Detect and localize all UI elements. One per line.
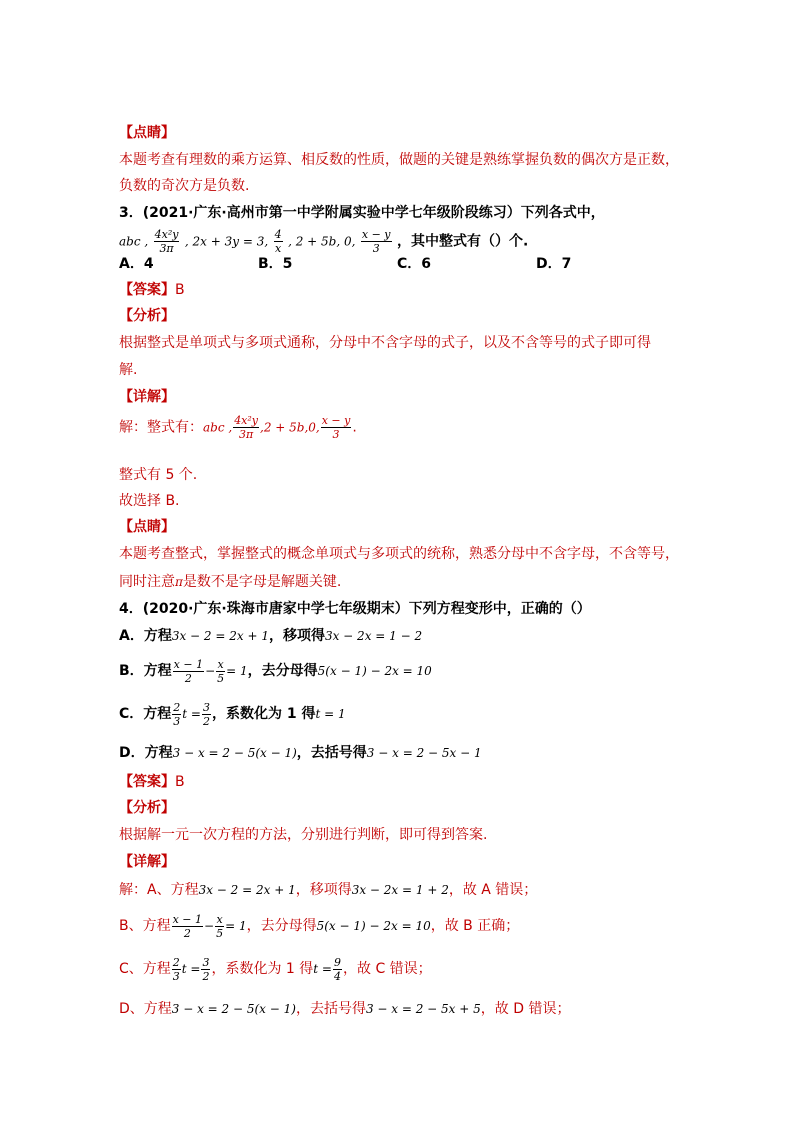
q3-review-2: 同时注意π是数不是字母是解题关键. <box>119 574 342 590</box>
q4-analysis: 根据解一元一次方程的方法，分别进行判断，即可得到答案. <box>119 827 488 843</box>
q3-expr-mid: , 2x + 3y = 3, <box>184 234 269 249</box>
q4-analysis-label: 【分析】 <box>119 800 175 816</box>
q4-detail-a: 解：A、方程3x − 2 = 2x + 1，移项得3x − 2x = 1 + 2，故 A 错误； <box>119 882 538 898</box>
q3-expr-mid2: , 2 + 5b, 0, <box>288 234 356 249</box>
q4-option-b: B．方程 $\frac{x - 1}{2}$ − $\frac{x}{5}$ = 1，去分母得5(x − 1) − 2x = 10 <box>119 657 432 685</box>
q3-expr-abc: abc , <box>119 234 149 249</box>
q3-analysis-1: 根据整式是单项式与多项式通称，分母中不含字母的式子，以及不含等号的式子即可得 <box>119 335 651 351</box>
q4-option-d: D．方程3 − x = 2 − 5(x − 1)，去括号得3 − x = 2 − 5x − 1 <box>119 745 482 761</box>
q3-answer: 【答案】B <box>119 282 185 298</box>
q3-detail-line: 解：整式有：abc , $\frac{\text{4x²y}}{3\pi}$ ,2 + 5b,0, $\frac{x - y}{3}$ . <box>119 414 357 441</box>
q3-detail-label: 【详解】 <box>119 389 175 405</box>
q3-stem: 3．(2021·广东·高州市第一中学附属实验中学七年级阶段练习）下列各式中， <box>119 205 605 221</box>
q3-analysis-label: 【分析】 <box>119 308 175 324</box>
q3-frac-2: $\frac{4}{x}$ <box>274 228 282 255</box>
q3-count: 整式有 5 个. <box>119 467 198 483</box>
q2-review-text-2: 负数的奇次方是负数. <box>119 178 250 194</box>
q3-expression <box>119 228 528 255</box>
q2-review-heading: 【点睛】 <box>119 125 175 141</box>
q4-detail-c: C、方程 $\frac{2}{3}$ t = $\frac{3}{2}$ ，系数化为 1 得t = $\frac{9}{4}$ ，故 C 错误； <box>119 955 432 983</box>
q3-frac-3: $\frac{x - y}{3}$ <box>361 228 391 255</box>
q4-option-a: A．方程3x − 2 = 2x + 1，移项得3x − 2x = 1 − 2 <box>119 628 423 644</box>
q4-detail-d: D、方程3 − x = 2 − 5(x − 1)，去括号得3 − x = 2 − 5x + 5，故 D 错误； <box>119 1001 571 1017</box>
q4-answer: 【答案】B <box>119 774 185 790</box>
q3-option-d: D．7 <box>536 256 572 272</box>
q3-analysis-2: 解. <box>119 362 138 378</box>
q3-option-c: C．6 <box>397 256 432 272</box>
q4-detail-label: 【详解】 <box>119 854 175 870</box>
q3-frac-1: $\frac{\text{4x²y}}{3\pi}$ <box>154 228 179 255</box>
q4-option-c: C．方程 $\frac{2}{3}$ t = $\frac{3}{2}$ ，系数化为 1 得t = 1 <box>119 700 346 728</box>
q2-review-text-1: 本题考查有理数的乘方运算、相反数的性质，做题的关键是熟练掌握负数的偶次方是正数， <box>119 152 679 168</box>
q3-option-a: A．4 <box>119 256 154 272</box>
q4-stem: 4．(2020·广东·珠海市唐家中学七年级期末）下列方程变形中，正确的（） <box>119 601 591 617</box>
q3-option-b: B．5 <box>258 256 293 272</box>
q3-expr-tail: ，其中整式有（）个. <box>396 233 529 250</box>
q3-review-label: 【点睛】 <box>119 519 175 535</box>
q4-detail-b: B、方程 $\frac{x - 1}{2}$ − $\frac{x}{5}$ = 1，去分母得5(x − 1) − 2x = 10，故 B 正确； <box>119 912 520 940</box>
q3-choose: 故选择 B. <box>119 493 180 509</box>
q3-review-1: 本题考查整式，掌握整式的概念单项式与多项式的统称，熟悉分母中不含字母，不含等号， <box>119 546 679 562</box>
